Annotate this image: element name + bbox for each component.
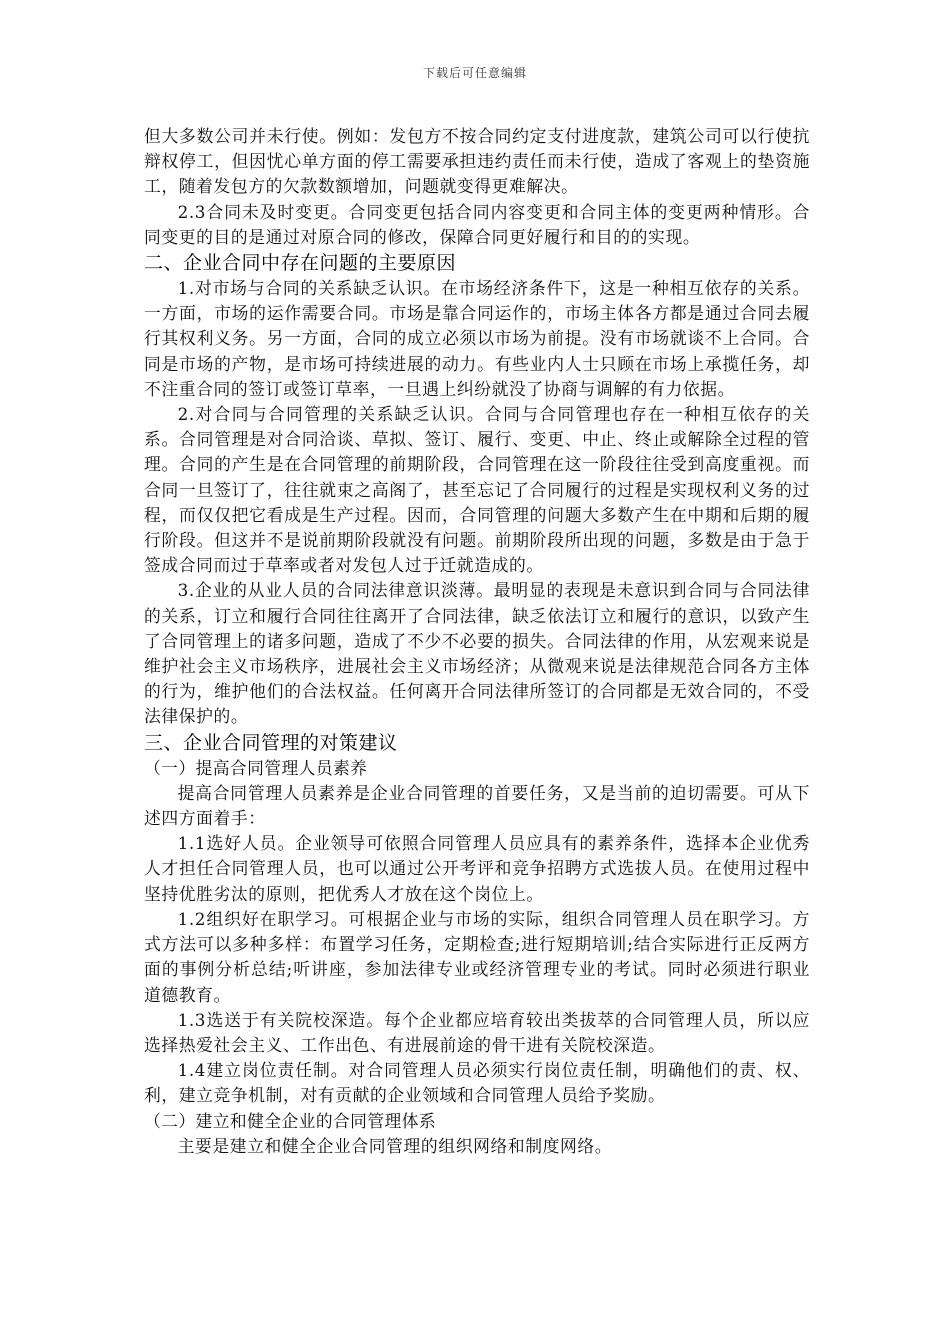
paragraph: 主要是建立和健全企业合同管理的组织网络和制度网络。 xyxy=(177,1135,613,1156)
document-body xyxy=(144,124,810,1159)
paragraph: 1.3选送于有关院校深造。每个企业都应培育较出类拔萃的合同管理人员，所以应选择热爱社会主义、工作出色、有进展前途的骨干进有关院校深造。 xyxy=(144,1009,810,1055)
paragraph: 1.1选好人员。企业领导可依照合同管理人员应具有的素养条件，选择本企业优秀人才担任合同管理人员，也可以通过公开考评和竞争招聘方式选拔人员。在使用过程中坚持优胜劣汰的原则，把优秀人才放在这个岗位上。 xyxy=(144,833,810,904)
paragraph: 但大多数公司并未行使。例如：发包方不按合同约定支付进度款，建筑公司可以行使抗辩权停工，但因忧心单方面的停工需要承担违约责任而未行使，造成了客观上的垫资施工，随着发包方的欠款数额增加，问题就变得更难解决。 xyxy=(144,126,810,197)
subsection-heading: （一）提高合同管理人员素养 xyxy=(144,757,368,778)
paragraph: 2.对合同与合同管理的关系缺乏认识。合同与合同管理也存在一种相互依存的关系。合同管理是对合同洽谈、草拟、签订、履行、变更、中止、终止或解除全过程的管理。合同的产生是在合同管理的前期阶段，合同管理在这一阶段往往受到高度重视。而合同一旦签订了，往往就束之高阁了，甚至忘记了合同履行的过程是实现权利义务的过程，而仅仅把它看成是生产过程。因而，合同管理的问题大多数产生在中期和后期的履行阶段。但这并不是说前期阶段就没有问题。前期阶段所出现的问题，多数是由于急于签成合同而过于草率或者对发包人过于迁就造成的。 xyxy=(144,404,810,576)
paragraph: 1.对市场与合同的关系缺乏认识。在市场经济条件下，这是一种相互依存的关系。一方面，市场的运作需要合同。市场是靠合同运作的，市场主体各方都是通过合同去履行其权利义务。另一方面，合同的成立必须以市场为前提。没有市场就谈不上合同。合同是市场的产物，是市场可持续进展的动力。有些业内人士只顾在市场上承揽任务，却不注重合同的签订或签订草率，一旦遇上纠纷就没了协商与调解的有力依据。 xyxy=(144,278,810,399)
paragraph: 3.企业的从业人员的合同法律意识淡薄。最明显的表现是未意识到合同与合同法律的关系，订立和履行合同往往离开了合同法律，缺乏依法订立和履行的意识，以致产生了合同管理上的诸多问题，造成了不少不必要的损失。合同法律的作用，从宏观来说是维护社会主义市场秩序，进展社会主义市场经济；从微观来说是法律规范合同各方主体的行为，维护他们的合法权益。任何离开合同法律所签订的合同都是无效合同的，不受法律保护的。 xyxy=(144,580,810,727)
page-header: 下载后可任意编辑 xyxy=(422,66,527,80)
section-heading: 二、企业合同中存在问题的主要原因 xyxy=(144,252,457,275)
paragraph: 1.2组织好在职学习。可根据企业与市场的实际，组织合同管理人员在职学习。方式方法可以多种多样：布置学习任务，定期检查;进行短期培训;结合实际进行正反两方面的事例分析总结;听讲座，参加法律专业或经济管理专业的考试。同时必须进行职业道德教育。 xyxy=(144,908,810,1005)
paragraph: 2.3合同未及时变更。合同变更包括合同内容变更和合同主体的变更两种情形。合同变更的目的是通过对原合同的修改，保障合同更好履行和目的的实现。 xyxy=(144,201,810,247)
subsection-heading: （二）建立和健全企业的合同管理体系 xyxy=(144,1110,437,1131)
paragraph: 1.4建立岗位责任制。对合同管理人员必须实行岗位责任制，明确他们的责、权、利，建立竞争机制，对有贡献的企业领域和合同管理人员给予奖励。 xyxy=(144,1060,810,1106)
paragraph: 提高合同管理人员素养是企业合同管理的首要任务，又是当前的迫切需要。可从下述四方面着手： xyxy=(144,782,810,829)
section-heading: 三、企业合同管理的对策建议 xyxy=(144,731,398,754)
